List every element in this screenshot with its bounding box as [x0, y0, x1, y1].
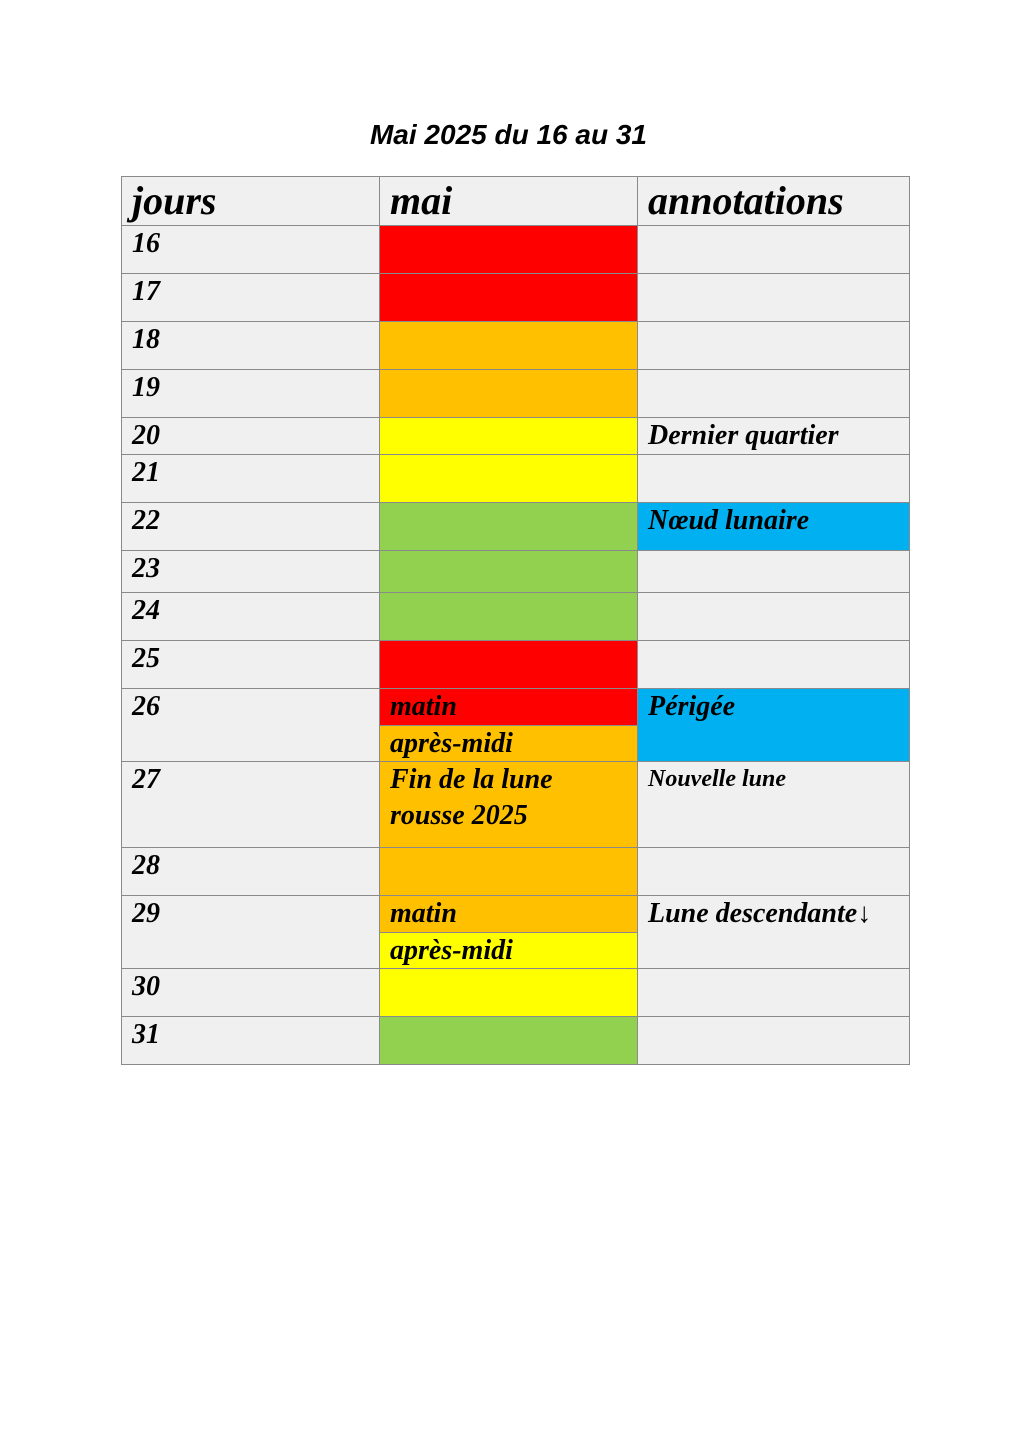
calendar-table: [121, 176, 910, 1065]
annotation-cell: Dernier quartier: [638, 418, 910, 455]
mai-cell: [380, 689, 638, 762]
mai-cell: [380, 226, 638, 274]
mai-cell: [380, 418, 638, 455]
day-cell: 28: [122, 848, 380, 896]
annotation-cell: [638, 969, 910, 1017]
table-row: [122, 455, 910, 503]
mai-segment: [380, 455, 637, 502]
annotation-cell: [638, 551, 910, 593]
mai-segment: [380, 593, 637, 640]
day-cell: 31: [122, 1017, 380, 1065]
annotation-cell: [638, 1017, 910, 1065]
day-cell: 30: [122, 969, 380, 1017]
mai-segment: [380, 226, 637, 273]
table-row: [122, 896, 910, 969]
day-cell: 16: [122, 226, 380, 274]
mai-cell: [380, 322, 638, 370]
day-cell: 22: [122, 503, 380, 551]
mai-segment: matin: [380, 689, 637, 725]
day-cell: 20: [122, 418, 380, 455]
day-cell: 27: [122, 762, 380, 848]
mai-segment: [380, 969, 637, 1016]
table-row: [122, 226, 910, 274]
mai-cell: [380, 848, 638, 896]
table-row: [122, 969, 910, 1017]
header-mai: mai: [380, 177, 638, 226]
day-cell: 25: [122, 641, 380, 689]
day-cell: 18: [122, 322, 380, 370]
annotation-cell: Nouvelle lune: [638, 762, 910, 848]
mai-cell: [380, 896, 638, 969]
mai-cell: [380, 641, 638, 689]
mai-cell: [380, 551, 638, 593]
mai-segment: [380, 370, 637, 417]
mai-segment: [380, 848, 637, 895]
mai-cell: [380, 1017, 638, 1065]
table-row: [122, 322, 910, 370]
table-row: [122, 274, 910, 322]
mai-segment: matin: [380, 896, 637, 932]
table-row: [122, 848, 910, 896]
mai-cell: [380, 274, 638, 322]
mai-segment: après-midi: [380, 725, 637, 761]
mai-cell: [380, 762, 638, 848]
annotation-cell: Lune descendante↓: [638, 896, 910, 969]
annotation-cell: Périgée: [638, 689, 910, 762]
header-annotations: annotations: [638, 177, 910, 226]
mai-segment: après-midi: [380, 932, 637, 968]
table-row: [122, 551, 910, 593]
header-jours: jours: [122, 177, 380, 226]
day-cell: 17: [122, 274, 380, 322]
annotation-cell: [638, 455, 910, 503]
mai-cell: [380, 455, 638, 503]
table-row: [122, 689, 910, 762]
mai-cell: [380, 969, 638, 1017]
mai-cell: [380, 503, 638, 551]
mai-segment: [380, 641, 637, 688]
annotation-cell: [638, 848, 910, 896]
day-cell: 24: [122, 593, 380, 641]
table-row: [122, 370, 910, 418]
mai-segment: [380, 274, 637, 321]
day-cell: 29: [122, 896, 380, 969]
mai-segment: [380, 1017, 637, 1064]
annotation-cell: [638, 641, 910, 689]
annotation-cell: [638, 593, 910, 641]
page-title: Mai 2025 du 16 au 31: [369, 119, 648, 150]
mai-segment: [380, 503, 637, 550]
day-cell: 21: [122, 455, 380, 503]
header-row: [122, 177, 910, 226]
mai-segment: Fin de la lune rousse 2025: [380, 762, 637, 846]
mai-cell: [380, 370, 638, 418]
table-row: [122, 418, 910, 455]
day-cell: 19: [122, 370, 380, 418]
mai-segment: [380, 418, 637, 453]
day-cell: 23: [122, 551, 380, 593]
table-row: [122, 503, 910, 551]
annotation-cell: [638, 274, 910, 322]
annotation-cell: [638, 322, 910, 370]
table-row: [122, 593, 910, 641]
annotation-cell: Nœud lunaire: [638, 503, 910, 551]
table-row: [122, 1017, 910, 1065]
day-cell: 26: [122, 689, 380, 762]
table-row: [122, 641, 910, 689]
annotation-cell: [638, 226, 910, 274]
table-row: [122, 762, 910, 848]
mai-segment: [380, 551, 637, 592]
mai-cell: [380, 593, 638, 641]
mai-segment: [380, 322, 637, 369]
annotation-cell: [638, 370, 910, 418]
